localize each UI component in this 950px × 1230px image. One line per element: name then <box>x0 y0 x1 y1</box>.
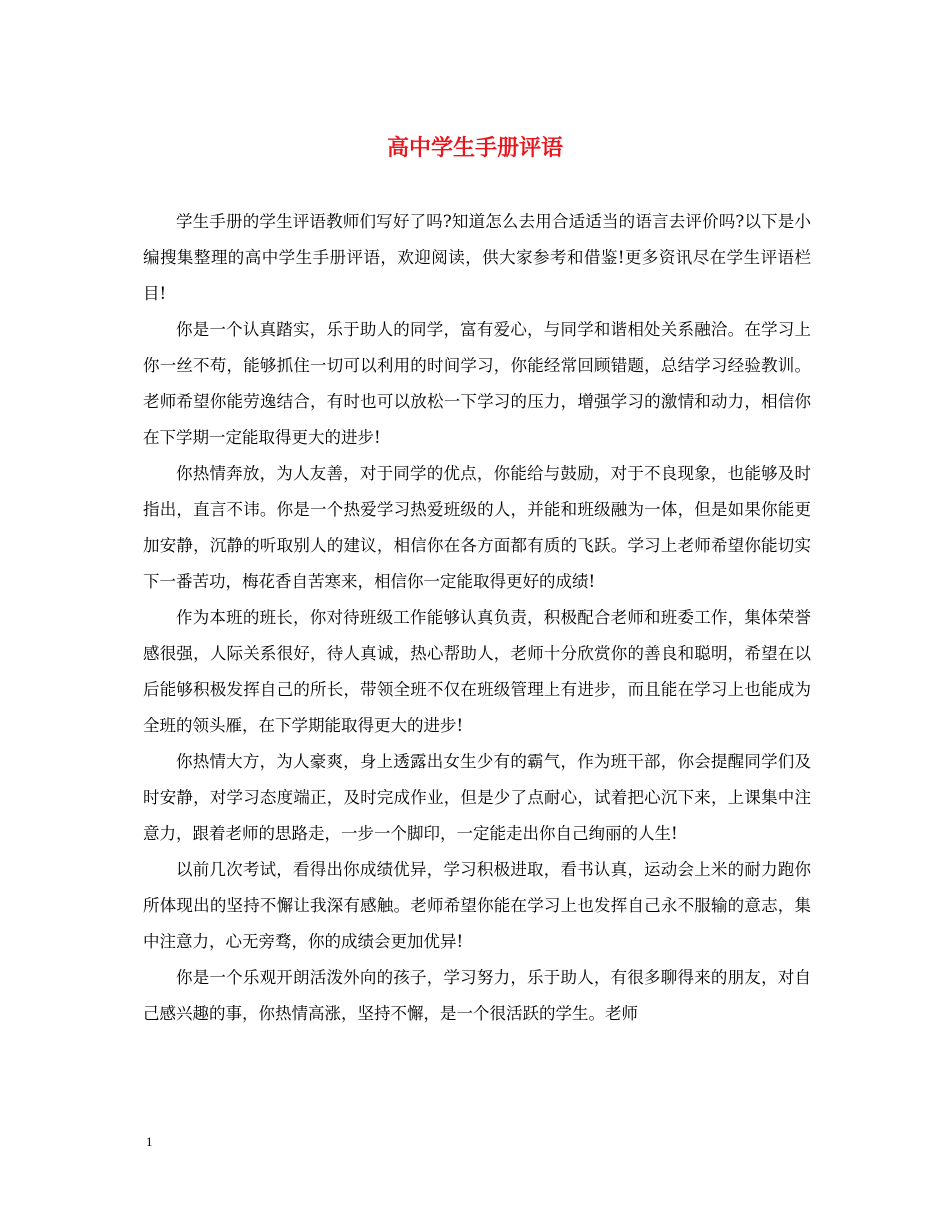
page-number: 1 <box>146 1134 153 1149</box>
document-body <box>143 204 811 1032</box>
paragraph-comment-1: 你是一个认真踏实，乐于助人的同学，富有爱心，与同学和谐相处关系融洽。在学习上你一丝不苟，能够抓住一切可以利用的时间学习，你能经常回顾错题，总结学习经验教训。老师希望你能劳逸结合，有时也可以放松一下学习的压力，增强学习的激情和动力，相信你在下学期一定能取得更大的进步! <box>143 320 811 447</box>
paragraph-comment-4: 你热情大方，为人豪爽，身上透露出女生少有的霸气，作为班干部，你会提醒同学们及时安静，对学习态度端正，及时完成作业，但是少了点耐心，试着把心沉下来，上课集中注意力，跟着老师的思路走，一步一个脚印，一定能走出你自己绚丽的人生! <box>143 752 811 843</box>
paragraph-comment-6: 你是一个乐观开朗活泼外向的孩子，学习努力，乐于助人，有很多聊得来的朋友，对自己感兴趣的事，你热情高涨，坚持不懈，是一个很活跃的学生。老师 <box>143 968 811 1023</box>
paragraph-intro: 学生手册的学生评语教师们写好了吗?知道怎么去用合适适当的语言去评价吗?以下是小编搜集整理的高中学生手册评语，欢迎阅读，供大家参考和借鉴!更多资讯尽在学生评语栏目! <box>143 212 811 303</box>
paragraph-comment-2: 你热情奔放，为人友善，对于同学的优点，你能给与鼓励，对于不良现象，也能够及时指出，直言不讳。你是一个热爱学习热爱班级的人，并能和班级融为一体，但是如果你能更加安静，沉静的听取别人的建议，相信你在各方面都有质的飞跃。学习上老师希望你能切实下一番苦功，梅花香自苦寒来，相信你一定能取得更好的成绩! <box>143 464 811 591</box>
page-title: 高中学生手册评语 <box>386 135 563 161</box>
paragraph-comment-3: 作为本班的班长，你对待班级工作能够认真负责，积极配合老师和班委工作，集体荣誉感很强，人际关系很好，待人真诚，热心帮助人，老师十分欣赏你的善良和聪明，希望在以后能够积极发挥自己的所长，带领全班不仅在班级管理上有进步，而且能在学习上也能成为全班的领头雁，在下学期能取得更大的进步! <box>143 608 811 735</box>
paragraph-comment-5: 以前几次考试，看得出你成绩优异，学习积极进取，看书认真，运动会上米的耐力跑你所体现出的坚持不懈让我深有感触。老师希望你能在学习上也发挥自己永不服输的意志，集中注意力，心无旁骛，你的成绩会更加优异! <box>143 860 811 951</box>
